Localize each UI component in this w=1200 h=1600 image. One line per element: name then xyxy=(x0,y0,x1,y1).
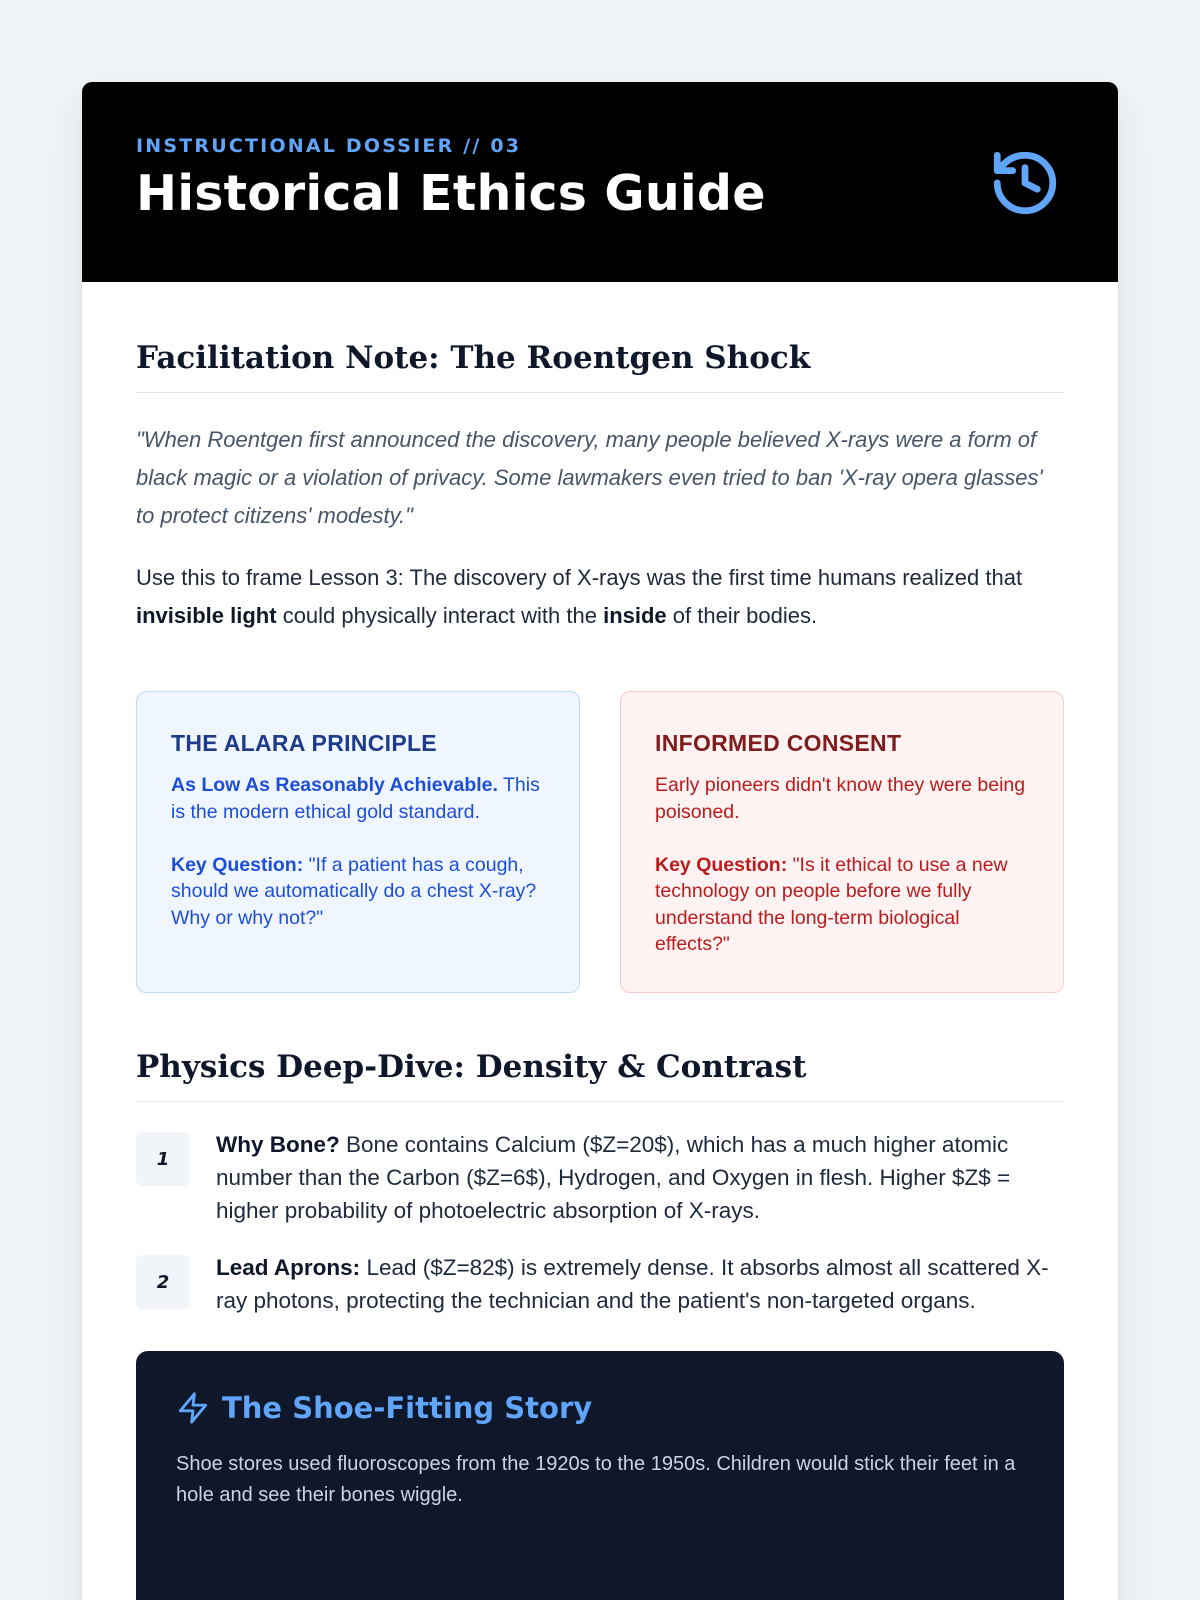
dossier-card xyxy=(82,82,1118,1600)
alara-question-label: Key Question: xyxy=(171,853,304,876)
physics-list xyxy=(136,1128,1064,1317)
page-title: Historical Ethics Guide xyxy=(136,165,766,222)
item-label: Why Bone? xyxy=(216,1132,340,1157)
para-bold-invisible-light: invisible light xyxy=(136,603,277,628)
para-bold-inside: inside xyxy=(603,603,667,628)
consent-title: INFORMED CONSENT xyxy=(655,730,902,756)
para-text-1: Use this to frame Lesson 3: The discovery of X-rays was the first time humans realized that xyxy=(136,565,1023,590)
consent-text xyxy=(655,772,1029,958)
alara-description: This is the modern ethical gold standard. xyxy=(171,774,540,823)
item-label: Lead Aprons: xyxy=(216,1255,361,1280)
consent-description: Early pioneers didn't know they were being poisoned. xyxy=(655,774,1026,823)
consent-question: "Is it ethical to use a new technology on people before we fully understand the long-term biological effects?" xyxy=(655,853,1008,955)
item-body: Lead ($Z=82$) is extremely dense. It absorbs almost all scattered X-ray photons, protecting the technician and the patient's non-targeted organs. xyxy=(216,1255,1049,1313)
alara-text xyxy=(171,772,545,931)
para-text-2: could physically interact with the xyxy=(276,603,604,628)
roentgen-quote: "When Roentgen first announced the discovery, many people believed X-rays were a form of black magic or a violation of privacy. Some lawmakers even tried to ban 'X-ray opera glasses' to protect citizens' modesty." xyxy=(136,427,1043,528)
alara-bold-line: As Low As Reasonably Achievable. xyxy=(171,774,498,796)
consent-box xyxy=(620,691,1064,993)
dossier-kicker: INSTRUCTIONAL DOSSIER // 03 xyxy=(136,135,522,157)
lightning-bolt-icon xyxy=(176,1391,210,1425)
list-item xyxy=(136,1128,1064,1227)
story-text: Shoe stores used fluoroscopes from the 1920s to the 1950s. Children would stick their feet in a hole and see their bones wiggle. xyxy=(176,1453,1016,1506)
list-item xyxy=(136,1251,1064,1317)
alara-title: THE ALARA PRINCIPLE xyxy=(171,730,437,756)
item-body: Bone contains Calcium ($Z=20$), which has a much higher atomic number than the Carbon ($Z=6$), Hydrogen, and Oxygen in flesh. Higher $Z$ = higher probability of photoelectric absorption of X-rays. xyxy=(216,1132,1011,1223)
facilitation-heading: Facilitation Note: The Roentgen Shock xyxy=(136,340,1064,393)
dossier-body xyxy=(82,340,1118,1600)
item-text xyxy=(216,1128,1064,1227)
principle-boxes xyxy=(136,691,1064,993)
dossier-header xyxy=(82,82,1118,282)
item-number-badge: 1 xyxy=(136,1132,190,1186)
alara-question: "If a patient has a cough, should we automatically do a chest X-ray? Why or why not?" xyxy=(171,853,537,929)
item-text xyxy=(216,1251,1064,1317)
story-title: The Shoe-Fitting Story xyxy=(222,1391,593,1425)
physics-heading: Physics Deep-Dive: Density & Contrast xyxy=(136,1049,1064,1102)
history-icon xyxy=(988,146,1062,220)
facilitation-paragraph xyxy=(136,559,1064,635)
shoe-fitting-story-card xyxy=(136,1351,1064,1600)
alara-box xyxy=(136,691,580,993)
consent-question-label: Key Question: xyxy=(655,853,788,876)
item-number-badge: 2 xyxy=(136,1255,190,1309)
para-text-3: of their bodies. xyxy=(666,603,818,628)
story-header xyxy=(176,1391,1024,1425)
